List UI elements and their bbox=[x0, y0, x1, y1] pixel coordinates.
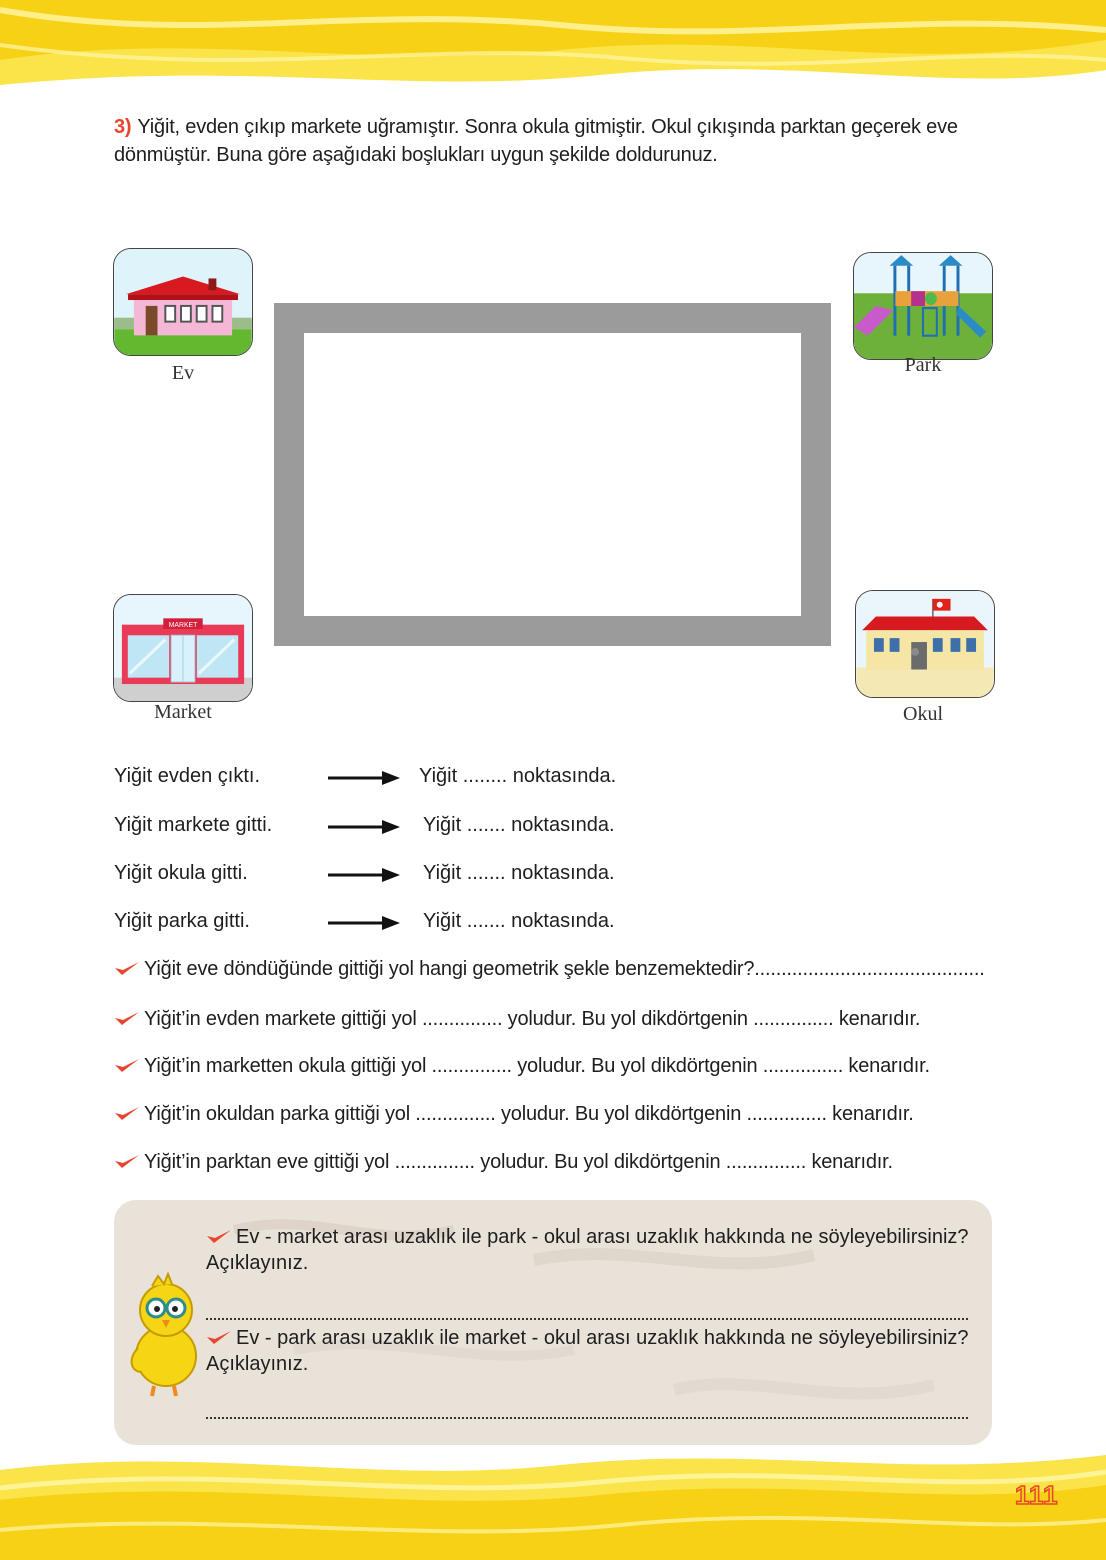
arrow-right-icon bbox=[328, 914, 400, 932]
market-picture bbox=[113, 594, 253, 702]
bullet-question[interactable] bbox=[114, 1008, 920, 1031]
statement-answer[interactable]: Yiğit ....... noktasında. bbox=[423, 910, 615, 932]
statement-action: Yiğit okula gitti. bbox=[114, 862, 248, 884]
bullet-text: Yiğit’in parktan eve gittiği yol ............... yoludur. Bu yol dikdörtgenin ............... kenarıdır. bbox=[144, 1151, 893, 1173]
discussion-question-1 bbox=[206, 1224, 976, 1276]
bullet-text: Yiğit’in marketten okula gittiği yol ............... yoludur. Bu yol dikdörtgenin ............... kenarıdır. bbox=[144, 1055, 930, 1077]
discussion-text: Ev - market arası uzaklık ile park - okul arası uzaklık hakkında ne söyleyebilirsiniz? Açıklayınız. bbox=[206, 1226, 969, 1274]
bullet-text: Yiğit eve döndüğünde gittiği yol hangi geometrik şekle benzemektedir?........................................... bbox=[144, 958, 985, 980]
checkmark-icon bbox=[206, 1227, 232, 1245]
bullet-question[interactable] bbox=[114, 1103, 914, 1126]
statement-answer[interactable]: Yiğit ........ noktasında. bbox=[419, 765, 617, 787]
school-label: Okul bbox=[903, 703, 943, 725]
store-icon bbox=[114, 595, 252, 701]
question-number: 3) bbox=[114, 116, 132, 138]
bullet-question[interactable] bbox=[114, 1055, 930, 1078]
discussion-text: Ev - park arası uzaklık ile market - okul arası uzaklık hakkında ne söyleyebilirsiniz? Açıklayınız. bbox=[206, 1327, 969, 1375]
checkmark-icon bbox=[114, 1152, 140, 1170]
statement-answer[interactable]: Yiğit ....... noktasında. bbox=[423, 814, 615, 836]
checkmark-icon bbox=[114, 1104, 140, 1122]
answer-line[interactable] bbox=[206, 1415, 968, 1419]
bullet-text: Yiğit’in evden markete gittiği yol ............... yoludur. Bu yol dikdörtgenin ............... kenarıdır. bbox=[144, 1008, 921, 1030]
arrow-right-icon bbox=[328, 818, 400, 836]
top-yellow-band bbox=[0, 0, 1106, 110]
discussion-box bbox=[114, 1200, 992, 1445]
park-label: Park bbox=[904, 354, 942, 376]
statement-answer[interactable]: Yiğit ....... noktasında. bbox=[423, 862, 615, 884]
road-inner-area bbox=[304, 333, 801, 616]
home-label: Ev bbox=[171, 362, 195, 384]
bullet-question[interactable] bbox=[114, 958, 985, 981]
checkmark-icon bbox=[206, 1328, 232, 1346]
road-rectangle bbox=[274, 303, 831, 646]
school-building-icon bbox=[856, 591, 994, 697]
statement-action: Yiğit markete gitti. bbox=[114, 814, 273, 836]
bottom-yellow-band bbox=[0, 1440, 1106, 1560]
statement-action: Yiğit evden çıktı. bbox=[114, 765, 260, 787]
market-sign: MARKET bbox=[168, 620, 198, 629]
discussion-question-2 bbox=[206, 1325, 976, 1377]
school-picture bbox=[855, 590, 995, 698]
bullet-text: Yiğit’in okuldan parka gittiği yol ............... yoludur. Bu yol dikdörtgenin ............... kenarıdır. bbox=[144, 1103, 914, 1125]
playground-icon bbox=[854, 253, 992, 359]
chick-mascot-icon bbox=[124, 1268, 206, 1398]
market-label: Market bbox=[154, 701, 212, 723]
question-text bbox=[114, 113, 1014, 169]
answer-line[interactable] bbox=[206, 1316, 968, 1320]
statement-action: Yiğit parka gitti. bbox=[114, 910, 250, 932]
checkmark-icon bbox=[114, 1056, 140, 1074]
home-picture bbox=[113, 248, 253, 356]
question-body: Yiğit, evden çıkıp markete uğramıştır. Sonra okula gitmiştir. Okul çıkışında parktan geçerek eve dönmüştür. Buna göre aşağıdaki boşlukları uygun şekilde doldurunuz. bbox=[114, 116, 958, 166]
arrow-right-icon bbox=[328, 866, 400, 884]
house-icon bbox=[114, 249, 252, 355]
checkmark-icon bbox=[114, 1009, 140, 1027]
bullet-question[interactable] bbox=[114, 1151, 893, 1174]
park-picture bbox=[853, 252, 993, 360]
page-number: 111 bbox=[1015, 1480, 1059, 1510]
checkmark-icon bbox=[114, 959, 140, 977]
arrow-right-icon bbox=[328, 769, 400, 787]
